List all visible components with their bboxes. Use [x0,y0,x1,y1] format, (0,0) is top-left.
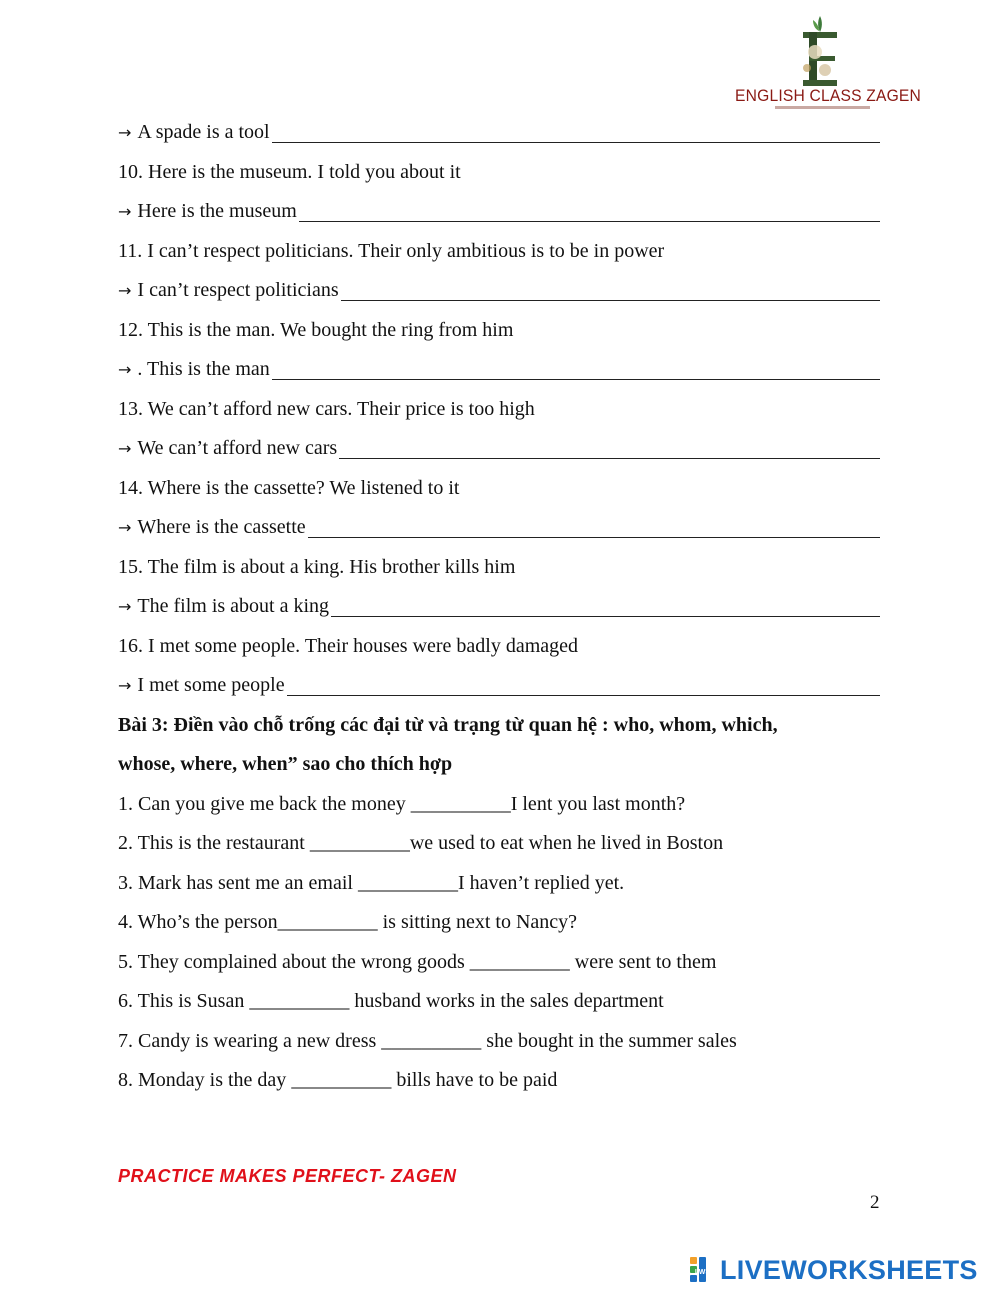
line-text: A spade is a tool [137,121,270,143]
line-text: I can’t respect politicians [137,279,339,301]
question-line [118,472,880,512]
item-text-after: husband works in the sales department [349,990,664,1012]
question-line [118,630,880,670]
answer-line [118,432,880,472]
item-text-after: she bought in the summer sales [481,1029,737,1052]
answer-blank[interactable] [308,517,880,538]
fill-in-item [118,946,880,986]
answer-line [118,116,880,156]
line-text: 13. We can’t afford new cars. Their price is too high [118,397,535,420]
arrow-icon: → [118,360,132,379]
line-text: . This is the man [137,358,270,380]
item-text-before: 2. This is the restaurant [118,832,310,854]
line-text: 16. I met some people. Their houses were badly damaged [118,634,579,657]
logo-underline [775,106,870,109]
item-text-before: 7. Candy is wearing a new dress [118,1029,382,1052]
fill-in-blank[interactable]: __________ [469,950,570,973]
answer-blank[interactable] [272,122,880,143]
arrow-icon: → [118,281,132,300]
answer-blank[interactable] [272,359,880,380]
liveworksheets-text: LIVEWORKSHEETS [720,1254,978,1285]
fill-in-item [118,827,880,867]
question-line [118,393,880,433]
arrow-icon: → [118,439,132,458]
section-3-heading-line-1 [118,709,880,749]
exercise-2-lines [118,116,880,709]
line-text: 15. The film is about a king. His brother kills him [118,555,516,578]
answer-line [118,353,880,393]
logo-e-emblem-icon [795,14,845,88]
fill-in-blank[interactable]: __________ [277,911,378,933]
line-text: I met some people [137,674,285,696]
worksheet-content [118,116,880,1104]
item-text-after: I haven’t replied yet. [457,871,625,894]
item-text-after: were sent to them [569,950,717,973]
question-line [118,551,880,591]
fill-in-item [118,906,880,946]
item-text-before: 1. Can you give me back the money [118,792,411,815]
section-3-heading-text-1: Bài 3: Điền vào chỗ trống các đại từ và trạng từ quan hệ : who, whom, which, [118,713,778,736]
question-line [118,156,880,196]
arrow-icon: → [118,676,132,695]
liveworksheets-brand[interactable] [690,1256,978,1284]
answer-blank[interactable] [341,280,880,301]
arrow-icon: → [118,597,132,616]
item-text-before: 3. Mark has sent me an email [118,871,358,894]
answer-line [118,274,880,314]
fill-in-item [118,867,880,907]
fill-in-blank[interactable]: __________ [381,1029,482,1052]
item-text-after: bills have to be paid [391,1069,558,1091]
section-3-heading-text-2: whose, where, when” sao cho thích hợp [118,753,453,775]
liveworksheets-icon-letters: LWS [694,1269,711,1276]
answer-blank[interactable] [299,201,880,222]
item-text-after: is sitting next to Nancy? [377,911,578,933]
item-text-before: 8. Monday is the day [118,1069,292,1091]
fill-in-blank[interactable]: __________ [291,1069,392,1091]
logo-text: ENGLISH CLASS ZAGEN [735,86,922,105]
answer-line [118,511,880,551]
exercise-3-items [118,788,880,1104]
line-text: 11. I can’t respect politicians. Their only ambitious is to be in power [118,239,665,262]
line-text: 10. Here is the museum. I told you about it [118,160,461,183]
line-text: Here is the museum [137,200,297,222]
fill-in-item [118,985,880,1025]
line-text: 12. This is the man. We bought the ring from him [118,318,514,341]
question-line [118,314,880,354]
arrow-icon: → [118,202,132,221]
fill-in-blank[interactable]: __________ [410,792,511,815]
fill-in-blank[interactable]: __________ [309,832,410,854]
answer-blank[interactable] [339,438,880,459]
line-text: We can’t afford new cars [137,437,338,459]
fill-in-item [118,788,880,828]
answer-line [118,590,880,630]
line-text: Where is the cassette [137,516,306,538]
fill-in-blank[interactable]: __________ [357,871,458,894]
footer-slogan: PRACTICE MAKES PERFECT- ZAGEN [118,1166,457,1186]
page-number: 2 [870,1192,880,1213]
line-text: 14. Where is the cassette? We listened to it [118,476,460,499]
answer-line [118,195,880,235]
answer-blank[interactable] [287,675,880,696]
class-logo [735,14,922,109]
arrow-icon: → [118,518,132,537]
item-text-after: we used to eat when he lived in Boston [409,832,724,854]
question-line [118,235,880,275]
answer-blank[interactable] [331,596,880,617]
item-text-before: 4. Who’s the person [118,911,278,933]
item-text-after: I lent you last month? [510,792,686,815]
fill-in-blank[interactable]: __________ [249,990,350,1012]
fill-in-item [118,1064,880,1104]
item-text-before: 6. This is Susan [118,990,250,1012]
liveworksheets-icon [690,1257,716,1283]
section-3-heading-line-2 [118,748,880,788]
answer-line [118,669,880,709]
arrow-icon: → [118,123,132,142]
fill-in-item [118,1025,880,1065]
line-text: The film is about a king [137,595,330,617]
item-text-before: 5. They complained about the wrong goods [118,950,470,973]
